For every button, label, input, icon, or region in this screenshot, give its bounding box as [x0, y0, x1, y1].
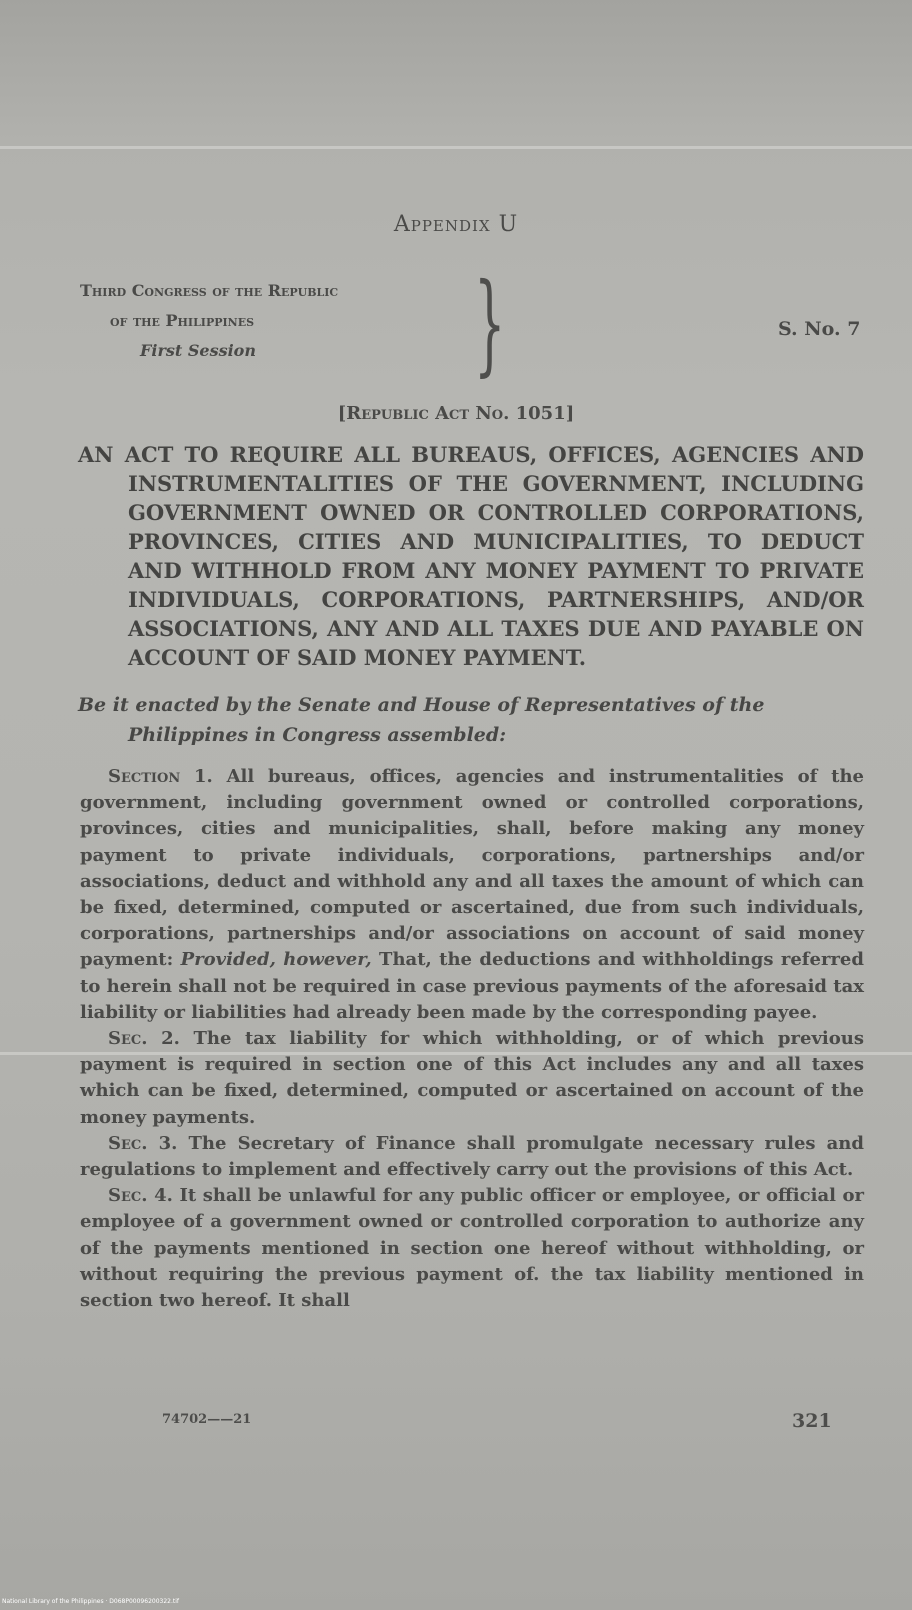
- act-title: AN ACT TO REQUIRE ALL BUREAUS, OFFICES, AGENCIES AND INSTRUMENTALITIES OF THE GOVERNMENT, INCLUDING GOVERNMENT OWNED OR CONTROLLED CORPORATIONS, PROVINCES, CITIES AND MUNICIPALITIES, TO DEDUCT AND WITHHOLD FROM ANY MONEY PAYMENT TO PRIVATE INDIVIDUALS, CORPORATIONS, PARTNERSHIPS, AND/OR ASSOCIATIONS, ANY AND ALL TAXES DUE AND PAYABLE ON ACCOUNT OF SAID MONEY PAYMENT.: [78, 442, 864, 670]
- session-label: First Session: [140, 341, 256, 360]
- section-label: Sec. 2.: [108, 1028, 180, 1050]
- page-fold-top: [0, 146, 912, 149]
- section-text: All bureaus, offices, agencies and instrumentalities of the government, including government owned or controlled corporations, provinces, cities and municipalities, shall, before making any money payment to private individuals, corporations, partnerships and/or associations, deduct and withhold any and all taxes the amount of which can be fixed, determined, computed or ascertained, due from such individuals, corporations, partnerships and/or associations on account of said money payment:: [80, 766, 864, 971]
- section-text: The Secretary of Finance shall promulgate necessary rules and regulations to implement and effectively carry out the provisions of this Act.: [80, 1132, 864, 1181]
- section-text: The tax liability for which withholding, or of which previous payment is required in section one of this Act includes any and all taxes which can be fixed, determined, computed or ascertained on account of the money payments.: [80, 1028, 864, 1128]
- section-label: Sec. 3.: [108, 1132, 178, 1154]
- enacting-clause: Be it enacted by the Senate and House of Representatives of the Philippines in Congress assembled:: [78, 694, 765, 746]
- section-text: It shall be unlawful for any public officer or employee, or official or employee of a government owned or controlled corporation to authorize any of the payments mentioned in section one hereof without withholding, or without requiring the previous payment of. the tax liability mentioned in section two hereof. It shall: [80, 1185, 864, 1312]
- republic-act-number: [Republic Act No. 1051]: [337, 403, 575, 424]
- section-text: That, the deductions and withholdings referred to herein shall not be required in case previous payments of the aforesaid tax liability or liabilities had already been made by the corresponding payee.: [80, 949, 864, 1023]
- congress-heading: [80, 276, 500, 366]
- congress-line: Third Congress of the Republic: [80, 281, 339, 300]
- bill-number: S. No. 7: [778, 318, 861, 340]
- section-label: Sec. 4.: [108, 1185, 173, 1207]
- section-paragraph: [80, 1183, 864, 1314]
- appendix-title: Appendix U: [393, 212, 519, 237]
- section-paragraph: [80, 764, 864, 1026]
- scan-credit: National Library of the Philippines · D068P00096200322.tif: [2, 1598, 180, 1605]
- act-body: [80, 764, 864, 1314]
- brace-icon: }: [474, 259, 506, 387]
- section-paragraph: [80, 1131, 864, 1183]
- page-number: 321: [792, 1410, 832, 1432]
- section-paragraph: [80, 1026, 864, 1131]
- section-label: Section 1.: [108, 766, 213, 787]
- proviso-text: Provided, however,: [180, 949, 372, 971]
- congress-line: of the Philippines: [110, 311, 255, 330]
- print-code: 74702——21: [162, 1412, 252, 1427]
